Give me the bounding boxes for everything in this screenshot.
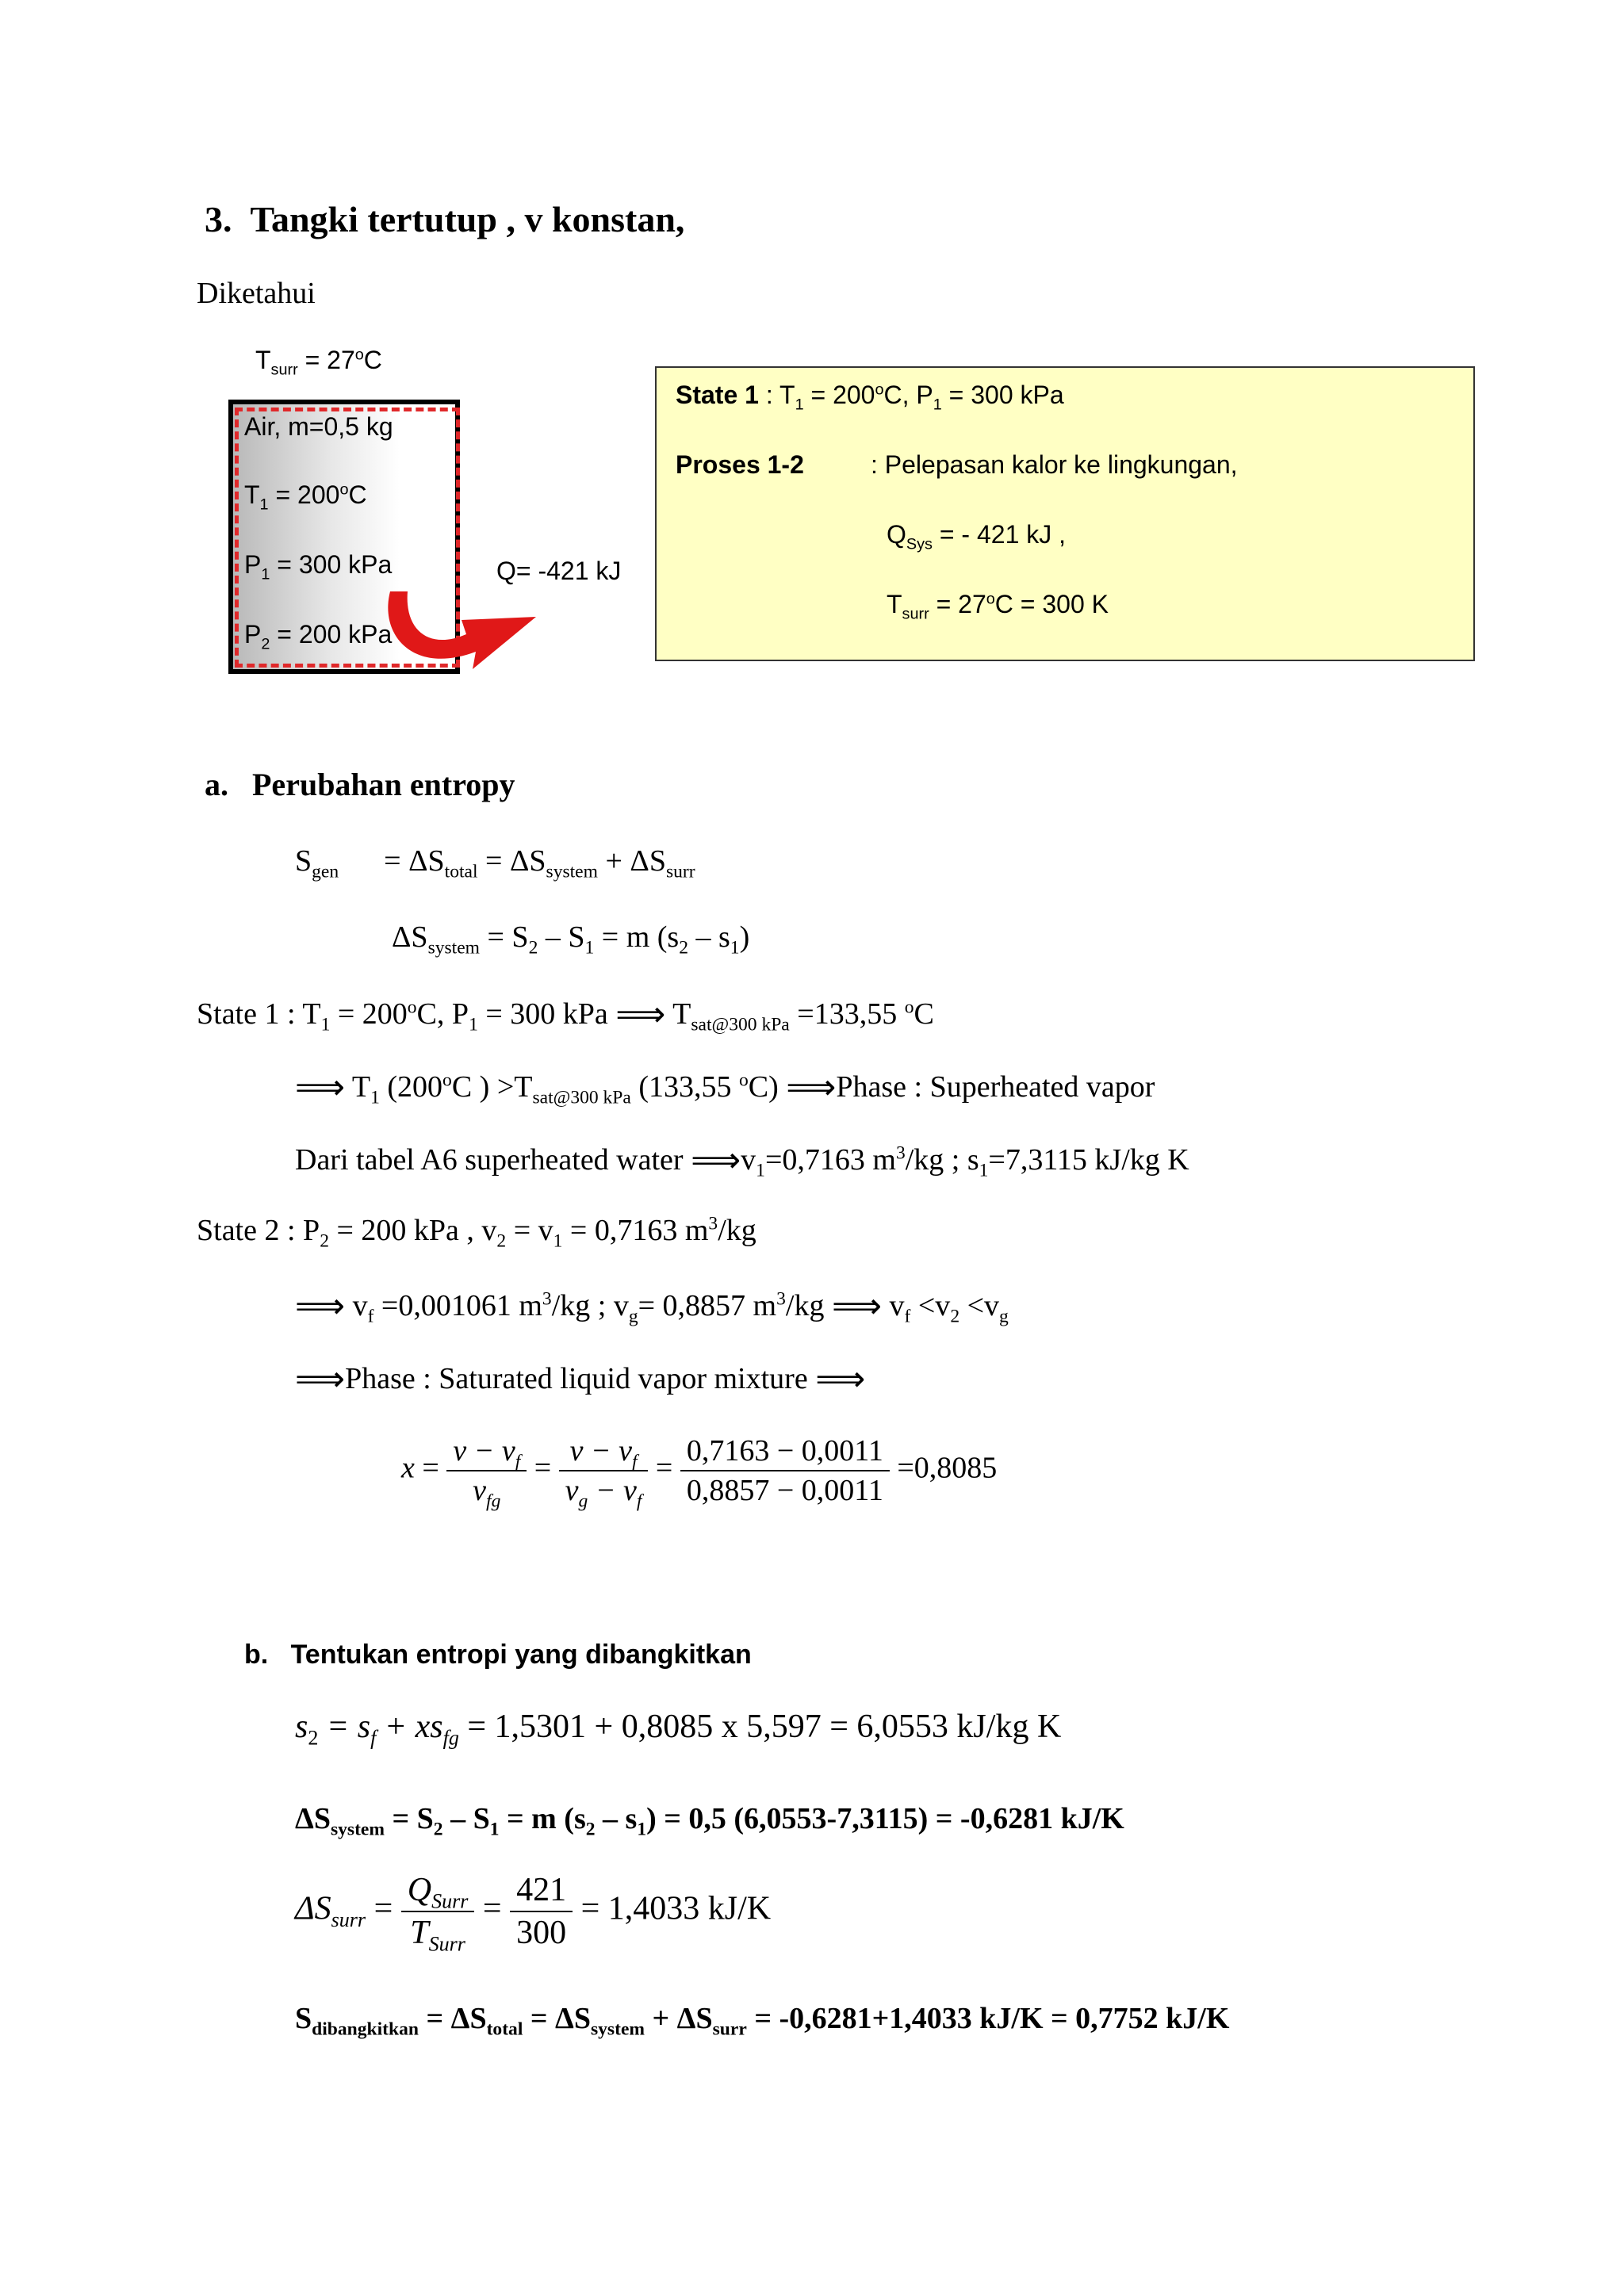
heat-arrow-icon (373, 587, 547, 690)
quality-fraction-2: $\frac{v - v_f}{v_g - v_f}$ (559, 1433, 649, 1508)
heat-label: Q= -421 kJ (496, 557, 622, 585)
state2-values-line: ⟹ $v_f =0,001061$ $m^3/kg$ ; $v_g= 0,8857$ $m^3/kg$ ⟹ $v_f <v_2 <v_g$ (295, 1286, 1009, 1327)
implies-arrow-icon: ⟹ (295, 1359, 346, 1399)
implies-arrow-icon: ⟹ (295, 1286, 346, 1326)
qsys-info: $Q_{Sys}$ = - 421 kJ , (887, 520, 1067, 553)
process-text: : Pelepasan kalor ke lingkungan, (871, 450, 1238, 479)
state2-line: State 2 : $P_2 = 200$ kPa , $v_2 = v_1 = 0,7163$ $m^3/kg$ (197, 1213, 756, 1252)
implies-arrow-icon: ⟹ (786, 1067, 837, 1108)
state1-line: State 1 : $T_1 = 200^oC$, $P_1 = 300$ kPa ⟹ $T_{sat@300 kPa} =133,55$ $^o$C (197, 994, 934, 1035)
surr-value-fraction: $\frac{421}{300}$ (510, 1871, 573, 1952)
entropy-balance-equation: $S_{gen}$ = $\Delta S_{total} = \Delta S_{system} + \Delta S_{surr}$ (295, 844, 695, 882)
quality-fraction-3: $\frac{0,7163 - 0,0011}{0,8857 - 0,0011}$ (680, 1433, 890, 1508)
quality-equation: x = $\frac{v - v_f}{v_{fg}}$ = $\frac{v - v_f}{v_g - v_f}$ = $\frac{0,7163 - 0,0011}{0,8857 - 0,0011}$ =0,8085 (401, 1434, 998, 1512)
section-title: Tangki tertutup , v konstan, (250, 199, 685, 239)
process-label: Proses 1-2 (676, 450, 804, 479)
s2-equation: $s_2 = s_f + xs_{fg} = 1,5301 + 0,8085$ x 5,597 = 6,0553 kJ/kg K (295, 1709, 1062, 1750)
section-number: 3. (205, 199, 232, 239)
quality-fraction-1: $\frac{v - v_f}{v_{fg}}$ (446, 1433, 527, 1508)
part-a-heading: a. Perubahan entropy (205, 767, 515, 802)
section-heading (205, 198, 684, 240)
state1-phase-line: ⟹ $T_1$ (200$^o$C ) $>T_{sat@300 kPa}$ (133,55 $^o$C) ⟹Phase : Superheated vapor (295, 1067, 1155, 1108)
entropy-generated-result: $S_{dibangkitkan} = \Delta S_{total} = \Delta S_{system} + \Delta S_{surr} = -0,6281+1,4033$ kJ/K = 0,7752 kJ/K (295, 2002, 1230, 2040)
tsurr-info: $T_{surr} = 27^oC = 300$ K (887, 590, 1109, 623)
implies-arrow-icon: ⟹ (831, 1286, 883, 1326)
tank-p1-label: $P_1 = 300$ kPa (244, 550, 393, 584)
implies-arrow-icon: ⟹ (615, 994, 666, 1035)
tsurr-label: $T_{surr} = 27^oC$ (255, 346, 382, 379)
given-label: Diketahui (197, 277, 316, 310)
state1-info: State 1 : $T_1 = 200^oC$, $P_1 = 300$ kPa (676, 381, 1064, 414)
state2-phase-line: ⟹Phase : Saturated liquid vapor mixture ⟹ (295, 1359, 866, 1399)
tank-p2-label: $P_2 = 200$ kPa (244, 620, 393, 653)
system-entropy-definition: $\Delta S_{system} = S_2 - S_1 = m$ $(s_2 - s_1)$ (392, 920, 750, 959)
quality-result: 0,8085 (914, 1451, 998, 1485)
implies-arrow-icon: ⟹ (815, 1359, 866, 1399)
delta-s-surr-equation: $\Delta S_{surr}$ = $\frac{Q_{Surr}}{T_{Surr}}$ = $\frac{421}{300}$ = 1,4033 kJ/K (295, 1872, 772, 1956)
delta-s-system-result: $\Delta S_{system} = S_2 - S_1 = m$ $(s_2 - s_1) = 0,5$ (6,0553-7,3115) = -0,6281 kJ/K (295, 1802, 1124, 1840)
tank-t1-label: $T_1 = 200^oC$ (244, 480, 367, 514)
state1-table-line: Dari tabel A6 superheated water $⟹v_1=0,7163$ $m^3/kg$ ; $s_1=7,3115$ kJ/kg K (295, 1140, 1189, 1181)
tank-mass-label: Air, m=0,5 kg (244, 412, 393, 441)
implies-arrow-icon: ⟹ (691, 1140, 741, 1181)
implies-arrow-icon: ⟹ (295, 1067, 346, 1108)
surr-fraction: $\frac{Q_{Surr}}{T_{Surr}}$ (401, 1871, 475, 1952)
part-b-heading: b. Tentukan entropi yang dibangkitkan (244, 1640, 752, 1670)
